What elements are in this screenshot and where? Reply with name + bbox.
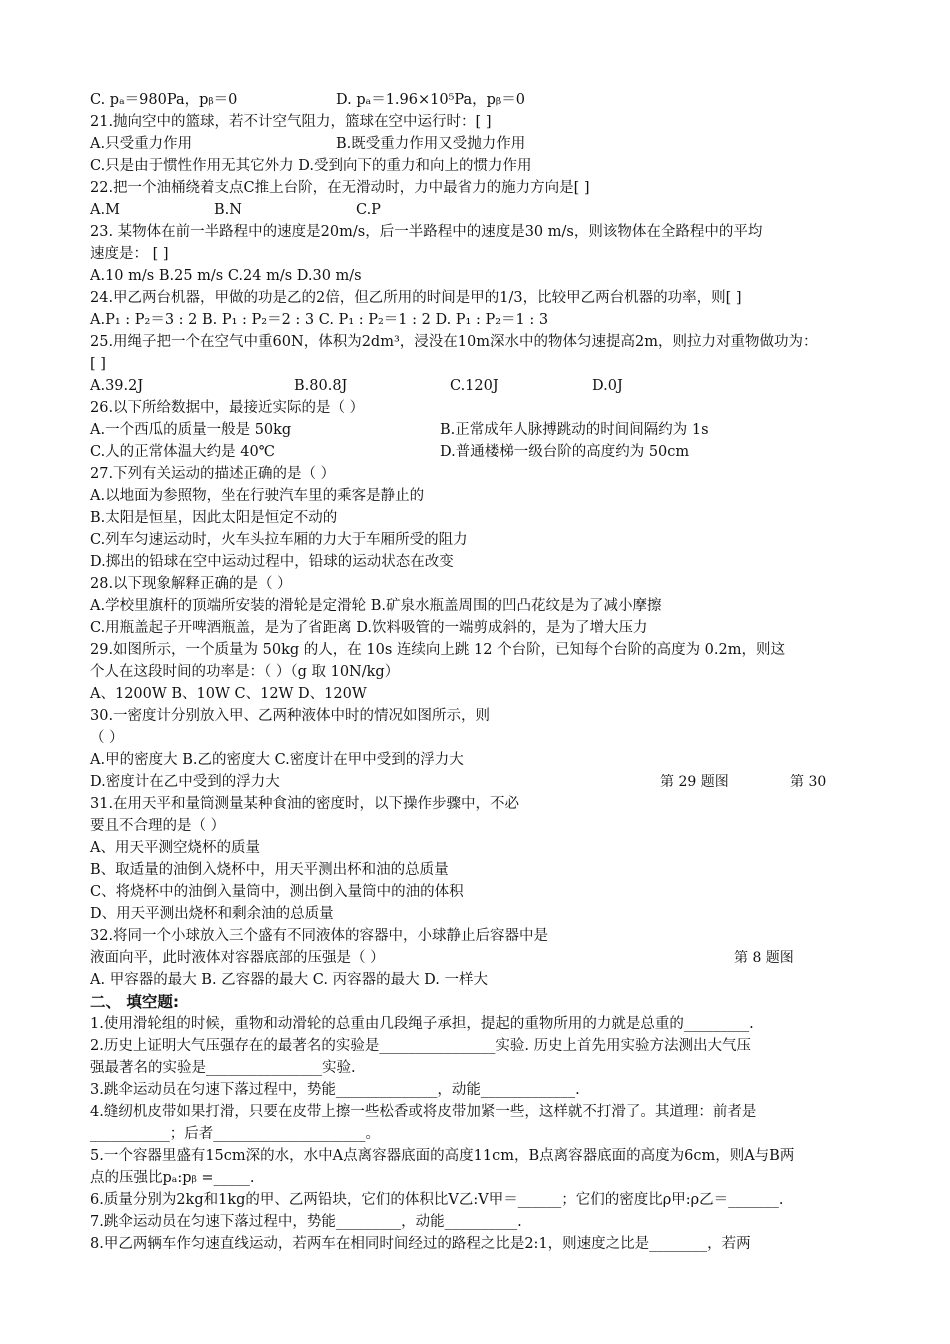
q31-option-c: C、将烧杯中的油倒入量筒中，测出倒入量筒中的油的体积 <box>90 884 464 900</box>
q25-option-b: B.80.8J <box>294 378 348 394</box>
q23-stem-cont: 速度是： [ ] <box>90 246 169 262</box>
q28-stem: 28.以下现象解释正确的是（ ） <box>90 576 292 592</box>
fill-q4-cont: ___________；后者_____________________。 <box>90 1126 380 1142</box>
q25-option-d: D.0J <box>592 378 623 394</box>
q31-option-d: D、用天平测出烧杯和剩余油的总质量 <box>90 906 334 922</box>
fill-q6: 6.质量分别为2kg和1kg的甲、乙两铅块，它们的体积比V乙:V甲＝______；它们的密度比ρ甲:ρ乙＝_______. <box>90 1192 784 1208</box>
q23-options: A.10 m/s B.25 m/s C.24 m/s D.30 m/s <box>90 268 362 284</box>
fill-q2-cont: 强最著名的实验是________________实验. <box>90 1060 356 1076</box>
q30-option-d: D.密度计在乙中受到的浮力大 <box>90 774 280 790</box>
q27-option-d: D.掷出的铅球在空中运动过程中，铅球的运动状态在改变 <box>90 554 454 570</box>
fill-q1: 1.使用滑轮组的时候，重物和动滑轮的总重由几段绳子承担，提起的重物所用的力就是总重的_________. <box>90 1016 754 1032</box>
q29-stem: 29.如图所示，一个质量为 50kg 的人，在 10s 连续向上跳 12 个台阶，已知每个台阶的高度为 0.2m，则这 <box>90 642 785 658</box>
figure-30-caption: 第 30 <box>790 774 827 790</box>
q24-stem: 24.甲乙两台机器，甲做的功是乙的2倍，但乙所用的时间是甲的1/3，比较甲乙两台机器的功率，则[ ] <box>90 290 742 306</box>
fill-q4: 4.缝纫机皮带如果打滑，只要在皮带上擦一些松香或将皮带加紧一些，这样就不打滑了。其道理：前者是 <box>90 1104 757 1120</box>
q31-option-a: A、用天平测空烧杯的质量 <box>90 840 260 856</box>
q31-stem: 31.在用天平和量筒测量某种食油的密度时，以下操作步骤中，不必 <box>90 796 520 812</box>
q21-stem: 21.抛向空中的篮球，若不计空气阻力，篮球在空中运行时：[ ] <box>90 114 492 130</box>
q32-stem: 32.将同一个小球放入三个盛有不同液体的容器中，小球静止后容器中是 <box>90 928 549 944</box>
section-fill-in-heading: 二、 填空题: <box>90 993 180 1011</box>
q22-option-b: B.N <box>214 202 242 218</box>
q21-option-b: B.既受重力作用又受抛力作用 <box>336 136 526 152</box>
q24-options: A.P₁ : P₂＝3 : 2 B. P₁ : P₂＝2 : 3 C. P₁ : P₂＝1 : 2 D. P₁ : P₂＝1 : 3 <box>90 312 549 328</box>
q22-option-c: C.P <box>356 202 381 218</box>
q29-stem-cont: 个人在这段时间的功率是：（ ）（g 取 10N/kg） <box>90 664 400 680</box>
q23-stem: 23. 某物体在前一半路程中的速度是20m/s，后一半路程中的速度是30 m/s，则该物体在全路程中的平均 <box>90 224 763 240</box>
q29-options: A、1200W B、10W C、12W D、120W <box>90 686 367 702</box>
fill-q8: 8.甲乙两辆车作匀速直线运动，若两车在相同时间经过的路程之比是2:1，则速度之比是________，若两 <box>90 1236 751 1252</box>
q27-option-b: B.太阳是恒星，因此太阳是恒定不动的 <box>90 510 338 526</box>
fill-q5-cont: 点的压强比pₐ:pᵦ =_____. <box>90 1170 255 1186</box>
q25-bracket: [ ] <box>90 356 106 372</box>
q32-stem-cont: 液面向平，此时液体对容器底部的压强是（ ） <box>90 950 385 966</box>
q22-stem: 22.把一个油桶绕着支点C推上台阶，在无滑动时，力中最省力的施力方向是[ ] <box>90 180 590 196</box>
q27-stem: 27.下列有关运动的描述正确的是（ ） <box>90 466 336 482</box>
q30-stem: 30.一密度计分别放入甲、乙两种液体中时的情况如图所示，则 <box>90 708 491 724</box>
q26-option-d: D.普通楼梯一级台阶的高度约为 50cm <box>440 444 690 460</box>
q27-option-a: A.以地面为参照物，坐在行驶汽车里的乘客是静止的 <box>90 488 425 504</box>
q30-bracket: （ ） <box>90 730 124 746</box>
q20-option-d: D. pₐ＝1.96×10⁵Pa，pᵦ＝0 <box>336 92 525 108</box>
q25-option-a: A.39.2J <box>90 378 144 394</box>
figure-8-caption: 第 8 题图 <box>734 950 794 966</box>
q25-stem: 25.用绳子把一个在空气中重60N，体积为2dm³，浸没在10m深水中的物体匀速提高2m，则拉力对重物做功为： <box>90 334 818 350</box>
q26-option-b: B.正常成年人脉搏跳动的时间间隔约为 1s <box>440 422 709 438</box>
fill-q5: 5.一个容器里盛有15cm深的水，水中A点离容器底面的高度11cm，B点离容器底面的高度为6cm，则A与B两 <box>90 1148 795 1164</box>
q20-option-c: C. pₐ＝980Pa，pᵦ＝0 <box>90 92 238 108</box>
q31-option-b: B、取适量的油倒入烧杯中，用天平测出杯和油的总质量 <box>90 862 449 878</box>
q27-option-c: C.列车匀速运动时，火车头拉车厢的力大于车厢所受的阻力 <box>90 532 468 548</box>
q26-option-a: A.一个西瓜的质量一般是 50kg <box>90 422 292 438</box>
fill-q2: 2.历史上证明大气压强存在的最著名的实验是________________实验. 历史上首先用实验方法测出大气压 <box>90 1038 752 1054</box>
q30-options-abc: A.甲的密度大 B.乙的密度大 C.密度计在甲中受到的浮力大 <box>90 752 464 768</box>
figure-29-caption: 第 29 题图 <box>660 774 729 790</box>
q31-stem-cont: 要且不合理的是（ ） <box>90 818 226 834</box>
fill-q7: 7.跳伞运动员在匀速下落过程中，势能_________，动能__________. <box>90 1214 522 1230</box>
q28-options-cd: C.用瓶盖起子开啤酒瓶盖，是为了省距离 D.饮料吸管的一端剪成斜的，是为了增大压力 <box>90 620 648 636</box>
q28-options-ab: A.学校里旗杆的顶端所安装的滑轮是定滑轮 B.矿泉水瓶盖周围的凹凸花纹是为了减小摩擦 <box>90 598 662 614</box>
q21-options-cd: C.只是由于惯性作用无其它外力 D.受到向下的重力和向上的惯力作用 <box>90 158 532 174</box>
q22-option-a: A.M <box>90 202 120 218</box>
q32-options: A. 甲容器的最大 B. 乙容器的最大 C. 丙容器的最大 D. 一样大 <box>90 972 489 988</box>
fill-q3: 3.跳伞运动员在匀速下落过程中，势能______________，动能_____________. <box>90 1082 580 1098</box>
q21-option-a: A.只受重力作用 <box>90 136 193 152</box>
q25-option-c: C.120J <box>450 378 499 394</box>
q26-option-c: C.人的正常体温大约是 40℃ <box>90 444 275 460</box>
q26-stem: 26.以下所给数据中，最接近实际的是（ ） <box>90 400 365 416</box>
